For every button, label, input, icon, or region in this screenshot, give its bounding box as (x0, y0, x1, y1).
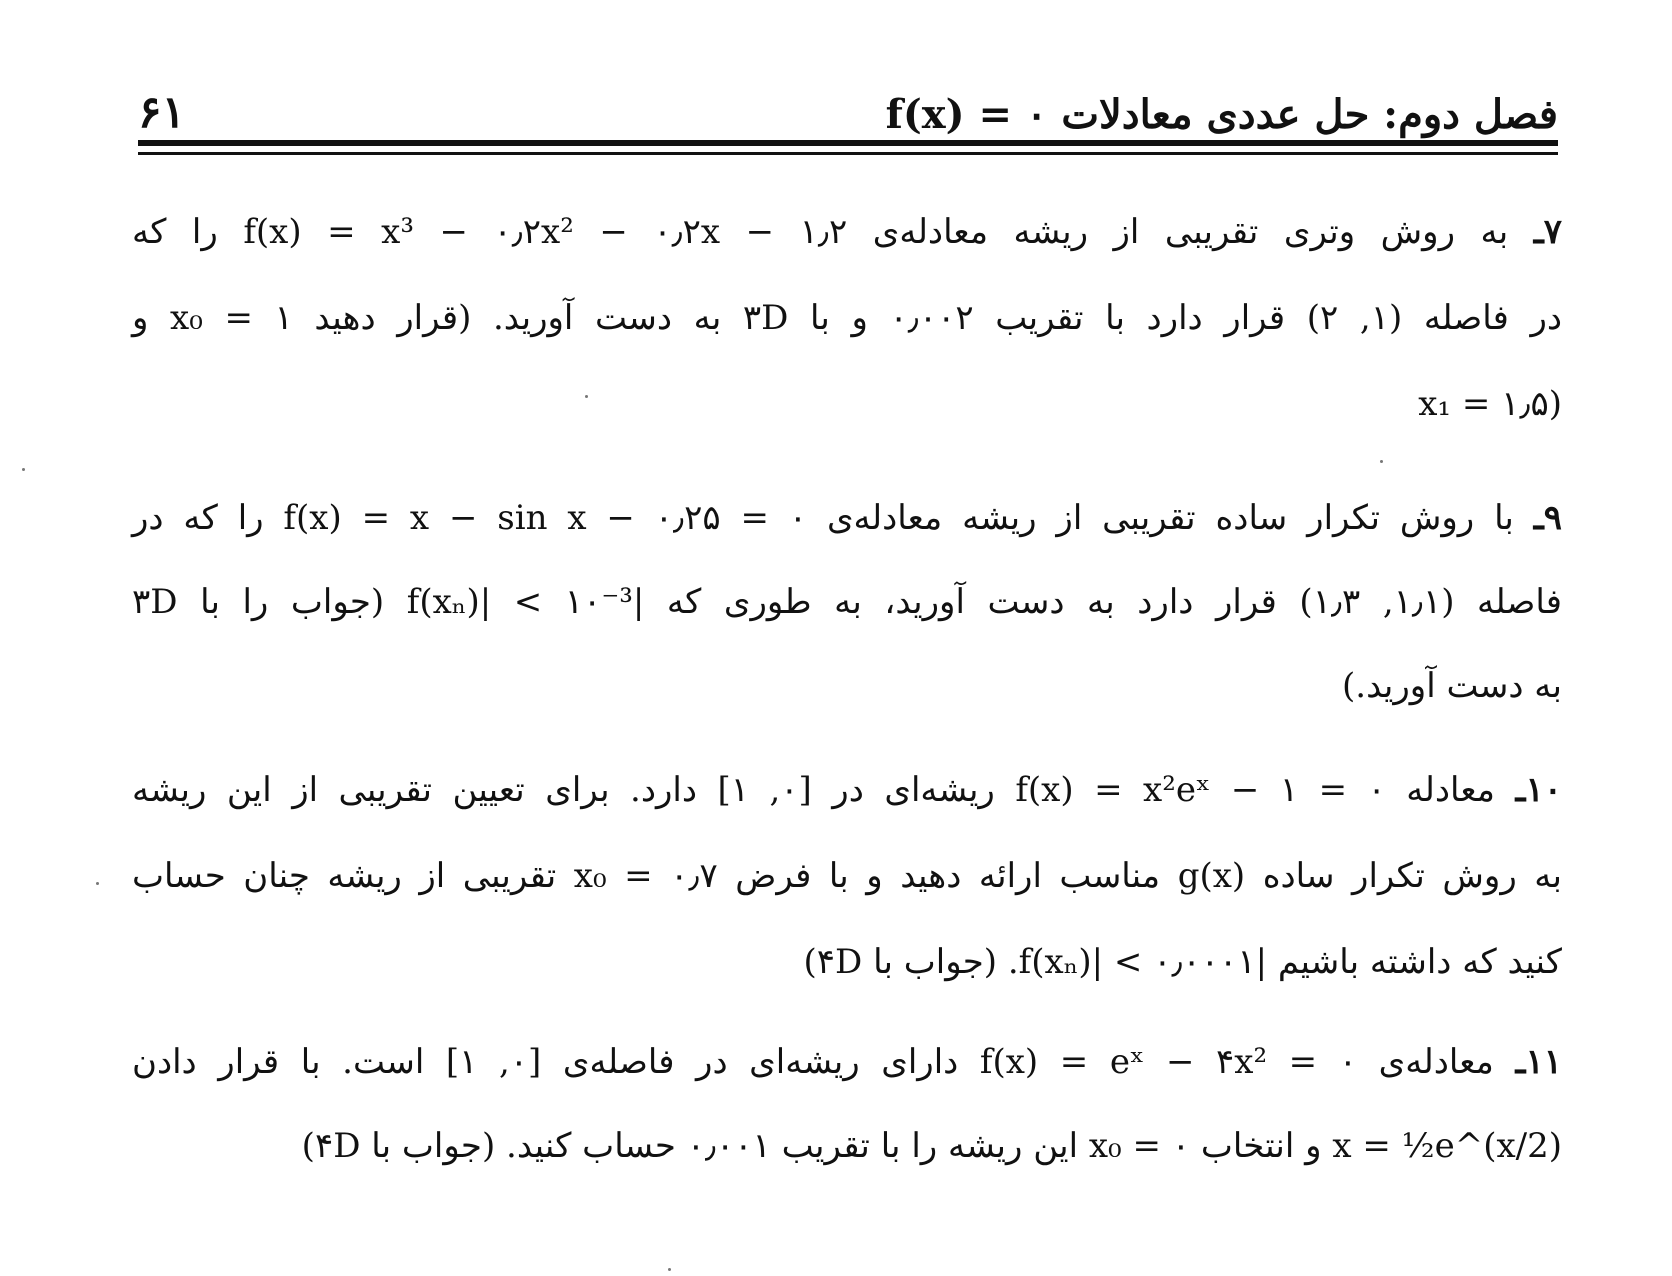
problem-9-line-3 (132, 666, 1562, 706)
problem-11-number: ۱۱ـ (1515, 1042, 1562, 1082)
problem-7-text-2: در فاصله (۱, ۲) قرار دارد با تقریب ۰٫۰۰۲ و با ۳D به دست آورید. (قرار دهید x₀ = ۱ و (132, 298, 1563, 338)
problem-10-text-1: معادله f(x) = x²eˣ − ۱ = ۰ ریشه‌ای در [۰, ۱] دارد. برای تعیین تقریبی از این ریشه (132, 770, 1495, 810)
problem-10-text-3: کنید که داشته باشیم |f(xₙ)| < ۰٫۰۰۰۱. (جواب با ۴D) (803, 942, 1562, 982)
problem-10-number: ۱۰ـ (1515, 770, 1562, 810)
scan-speck (22, 468, 25, 471)
problem-9-text-2: فاصله (۱٫۱, ۱٫۳) قرار دارد به دست آورید، به طوری که |f(xₙ)| < ۱۰⁻³ (جواب را با ۳D (132, 582, 1563, 622)
scan-speck (668, 1268, 671, 1271)
problem-10-line-1 (132, 770, 1562, 810)
problem-10-text-2: به روش تکرار ساده g(x) مناسب ارائه دهید و با فرض x₀ = ۰٫۷ تقریبی از ریشه چنان حساب (132, 856, 1562, 896)
scan-speck (96, 882, 99, 885)
problem-10-line-2 (132, 856, 1562, 896)
problem-9-line-2 (132, 582, 1562, 622)
problem-7-line-3 (132, 384, 1562, 424)
scan-speck (585, 395, 588, 398)
problem-9-line-1 (132, 498, 1562, 538)
problem-11-text-1: معادله‌ی f(x) = eˣ − ۴x² = ۰ دارای ریشه‌ای در فاصله‌ی [۰, ۱] است. با قرار دادن (132, 1042, 1494, 1082)
problem-7-line-2 (132, 298, 1562, 338)
problem-7-line-1 (132, 212, 1562, 252)
problem-11-line-2 (132, 1126, 1562, 1166)
page-header (138, 58, 1558, 138)
problem-7-number: ۷ـ (1533, 212, 1562, 252)
problem-7-text-1: به روش وتری تقریبی از ریشه معادله‌ی f(x) = x³ − ۰٫۲x² − ۰٫۲x − ۱٫۲ را که (132, 212, 1509, 252)
problem-9-text-3: به دست آورید.) (1342, 666, 1562, 706)
problem-11-line-1 (132, 1042, 1562, 1082)
header-rule-thin (138, 152, 1558, 155)
problem-9-text-1: با روش تکرار ساده تقریبی از ریشه معادله‌ی f(x) = x − sin x − ۰٫۲۵ = ۰ را که در (132, 498, 1514, 538)
scan-speck (1380, 460, 1383, 463)
page-number: ۶۱ (138, 87, 186, 138)
problem-9-number: ۹ـ (1533, 498, 1563, 538)
problem-11-text-2: x = ½e^(x/2) و انتخاب x₀ = ۰ این ریشه را با تقریب ۰٫۰۰۱ حساب کنید. (جواب با ۴D) (301, 1126, 1562, 1166)
chapter-title: فصل دوم: حل عددی معادلات f(x) = ۰ (885, 91, 1558, 138)
problem-10-line-3 (132, 942, 1562, 982)
problem-7-text-3: (x₁ = ۱٫۵ (1418, 384, 1562, 424)
header-rule-thick (138, 140, 1558, 146)
